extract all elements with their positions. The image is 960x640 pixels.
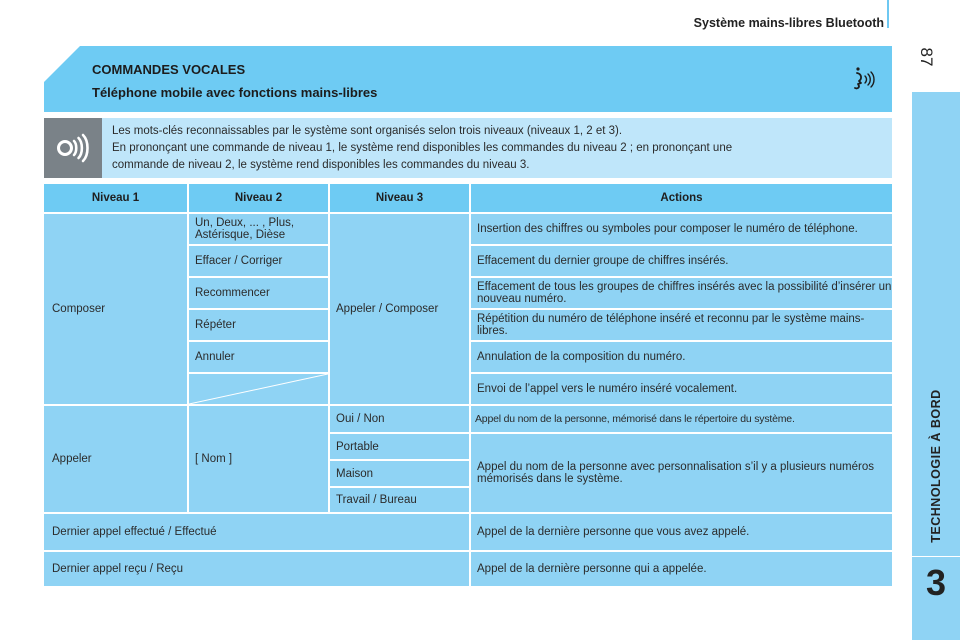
- chapter-label: TECHNOLOGIE À BORD: [929, 389, 943, 543]
- col-header-niveau-3: Niveau 3: [330, 184, 469, 212]
- level2-annuler: Annuler: [189, 342, 328, 372]
- section-banner: [44, 46, 892, 112]
- level2-empty: [189, 374, 328, 404]
- empty-cell-diagonal: [189, 374, 328, 404]
- info-line: commande de niveau 2, le système rend disponibles les commandes du niveau 3.: [112, 159, 530, 171]
- col-header-niveau-1: Niveau 1: [44, 184, 187, 212]
- action-effacement: Effacement du dernier groupe de chiffres insérés.: [471, 246, 892, 276]
- action-annulation: Annulation de la composition du numéro.: [471, 342, 892, 372]
- action-effacement-tous: Effacement de tous les groupes de chiffres insérés avec la possibilité d’insérer un nouveau numéro.: [471, 278, 892, 308]
- info-line: En prononçant une commande de niveau 1, le système rend disponibles les commandes du niveau 2 ; en prononçant une: [112, 142, 733, 154]
- action-appel-personnalisation: Appel du nom de la personne avec personnalisation s’il y a plusieurs numéros mémorisés dans le système.: [471, 434, 892, 512]
- header-divider: [887, 0, 889, 28]
- level2-nom: [ Nom ]: [189, 406, 328, 512]
- level3-oui-non: Oui / Non: [330, 406, 469, 432]
- level3-appeler-composer: Appeler / Composer: [330, 214, 469, 404]
- col-header-actions: Actions: [471, 184, 892, 212]
- page-header-title: Système mains-libres Bluetooth: [693, 16, 884, 30]
- info-icon-panel: [44, 118, 102, 178]
- action-insertion: Insertion des chiffres ou symboles pour composer le numéro de téléphone.: [471, 214, 892, 244]
- col-header-niveau-2: Niveau 2: [189, 184, 328, 212]
- page-number: 87: [917, 47, 936, 67]
- level2-recommencer: Recommencer: [189, 278, 328, 308]
- level1-composer: Composer: [44, 214, 187, 404]
- level2-digits: Un, Deux, ... , Plus, Astérisque, Dièse: [189, 214, 328, 244]
- level2-effacer: Effacer / Corriger: [189, 246, 328, 276]
- voice-command-icon: [852, 66, 882, 92]
- info-text: [112, 123, 882, 174]
- action-dernier-effectue: Appel de la dernière personne que vous avez appelé.: [471, 514, 892, 550]
- action-dernier-recu: Appel de la dernière personne qui a appelée.: [471, 552, 892, 586]
- level1-appeler: Appeler: [44, 406, 187, 512]
- level3-travail-bureau: Travail / Bureau: [330, 488, 469, 512]
- action-envoi: Envoi de l’appel vers le numéro inséré vocalement.: [471, 374, 892, 404]
- speaker-icon: [56, 133, 90, 163]
- dernier-appel-recu: Dernier appel reçu / Reçu: [44, 552, 469, 586]
- level2-repeter: Répéter: [189, 310, 328, 340]
- action-appel-repertoire: Appel du nom de la personne, mémorisé dans le répertoire du système.: [471, 406, 892, 432]
- level3-maison: Maison: [330, 461, 469, 486]
- section-title: COMMANDES VOCALES: [92, 62, 246, 77]
- chapter-number: 3: [925, 562, 947, 603]
- action-repetition: Répétition du numéro de téléphone inséré et reconnu par le système mains-libres.: [471, 310, 892, 340]
- section-subtitle: Téléphone mobile avec fonctions mains-libres: [92, 85, 378, 100]
- level3-portable: Portable: [330, 434, 469, 459]
- dernier-appel-effectue: Dernier appel effectué / Effectué: [44, 514, 469, 550]
- info-line: Les mots-clés reconnaissables par le système sont organisés selon trois niveaux (niveaux 1, 2 et 3).: [112, 125, 623, 137]
